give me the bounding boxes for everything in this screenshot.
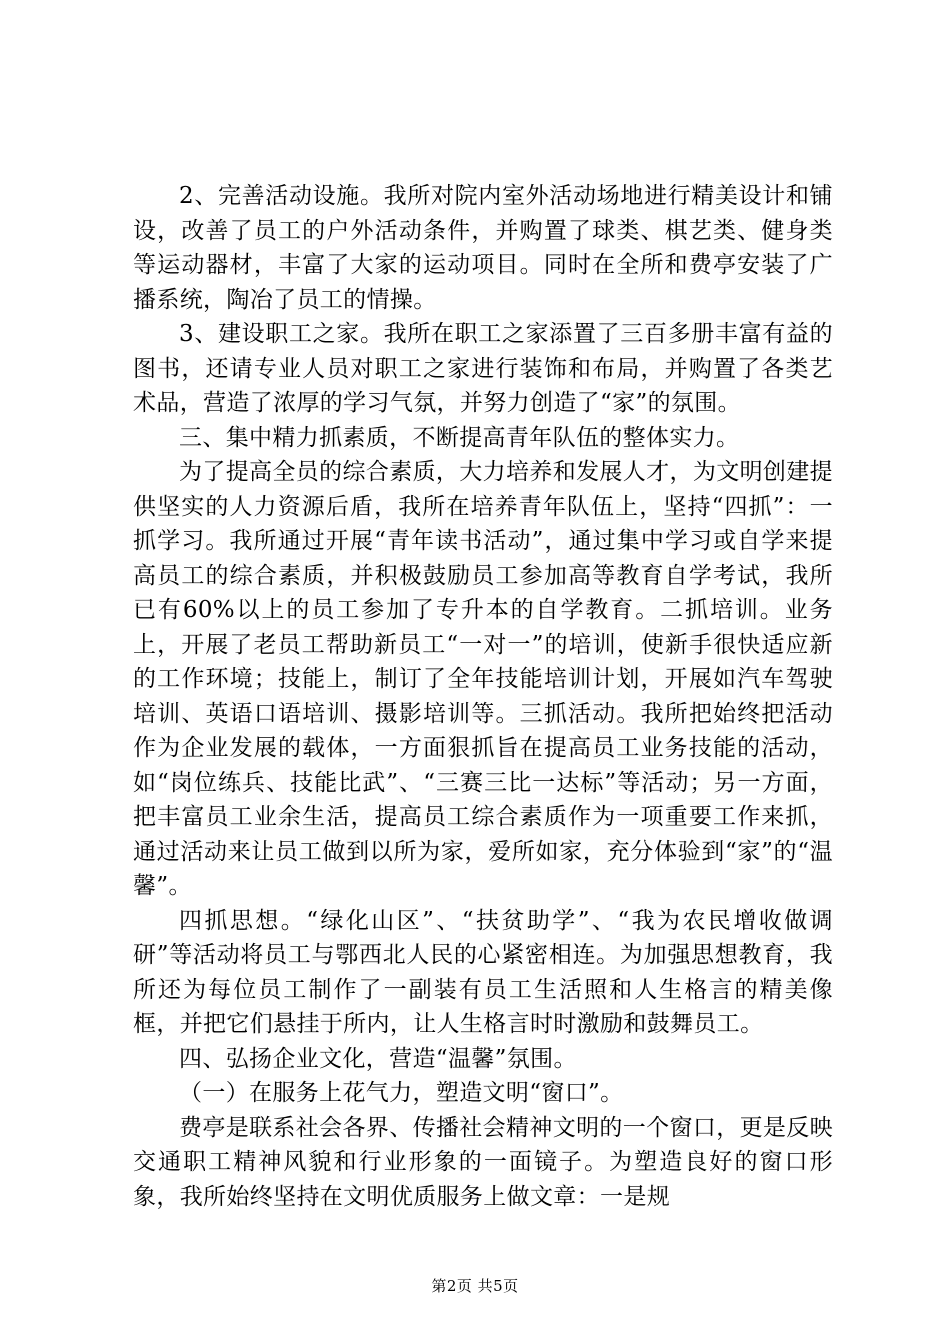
section-heading-culture: 四、弘扬企业文化，营造“温馨”氛围。: [179, 1045, 577, 1072]
paragraph-facilities: 2、完善活动设施。我所对院内室外活动场地进行精美设计和铺设，改善了员工的户外活动条件，并购置了球类、棋艺类、健身类等运动器材，丰富了大家的运动项目。同时在全所和费亭安装了广播系统，陶冶了员工的情操。: [133, 183, 833, 313]
page-footer: 第2页 共5页: [431, 1277, 519, 1295]
paragraph-staff-home: 3、建设职工之家。我所在职工之家添置了三百多册丰富有益的图书，还请专业人员对职工之家进行装饰和布局，并购置了各类艺术品，营造了浓厚的学习气氛，并努力创造了“家”的氛围。: [133, 321, 833, 416]
document-body: [133, 179, 833, 1214]
section-heading-quality: 三、集中精力抓素质，不断提高青年队伍的整体实力。: [179, 424, 740, 451]
paragraph-window: 费亭是联系社会各界、传播社会精神文明的一个窗口，更是反映交通职工精神风貌和行业形象的一面镜子。为塑造良好的窗口形象，我所始终坚持在文明优质服务上做文章：一是规: [133, 1114, 833, 1210]
paragraph-four-focuses: 为了提高全员的综合素质，大力培养和发展人才，为文明创建提供坚实的人力资源后盾，我所在培养青年队伍上，坚持“四抓”：一抓学习。我所通过开展“青年读书活动”，通过集中学习或自学来提高员工的综合素质，并积极鼓励员工参加高等教育自学考试，我所已有60%以上的员工参加了专升本的自学教育。二抓培训。业务上，开展了老员工帮助新员工“一对一”的培训，使新手很快适应新的工作环境；技能上，制订了全年技能培训计划，开展如汽车驾驶培训、英语口语培训、摄影培训等。三抓活动。我所把始终把活动作为企业发展的载体，一方面狠抓旨在提高员工业务技能的活动，如“岗位练兵、技能比武”、“三赛三比一达标”等活动；另一方面，把丰富员工业余生活，提高员工综合素质作为一项重要工作来抓，通过活动来让员工做到以所为家，爱所如家，充分体验到“家”的“温馨”。: [133, 459, 833, 899]
paragraph-thought: 四抓思想。“绿化山区”、“扶贫助学”、“我为农民增收做调研”等活动将员工与鄂西北人民的心紧密相连。为加强思想教育，我所还为每位员工制作了一副装有员工生活照和人生格言的精美像框，并把它们悬挂于所内，让人生格言时时激励和鼓舞员工。: [133, 907, 833, 1037]
subsection-heading-service: （一）在服务上花气力，塑造文明“窗口”。: [179, 1080, 624, 1106]
